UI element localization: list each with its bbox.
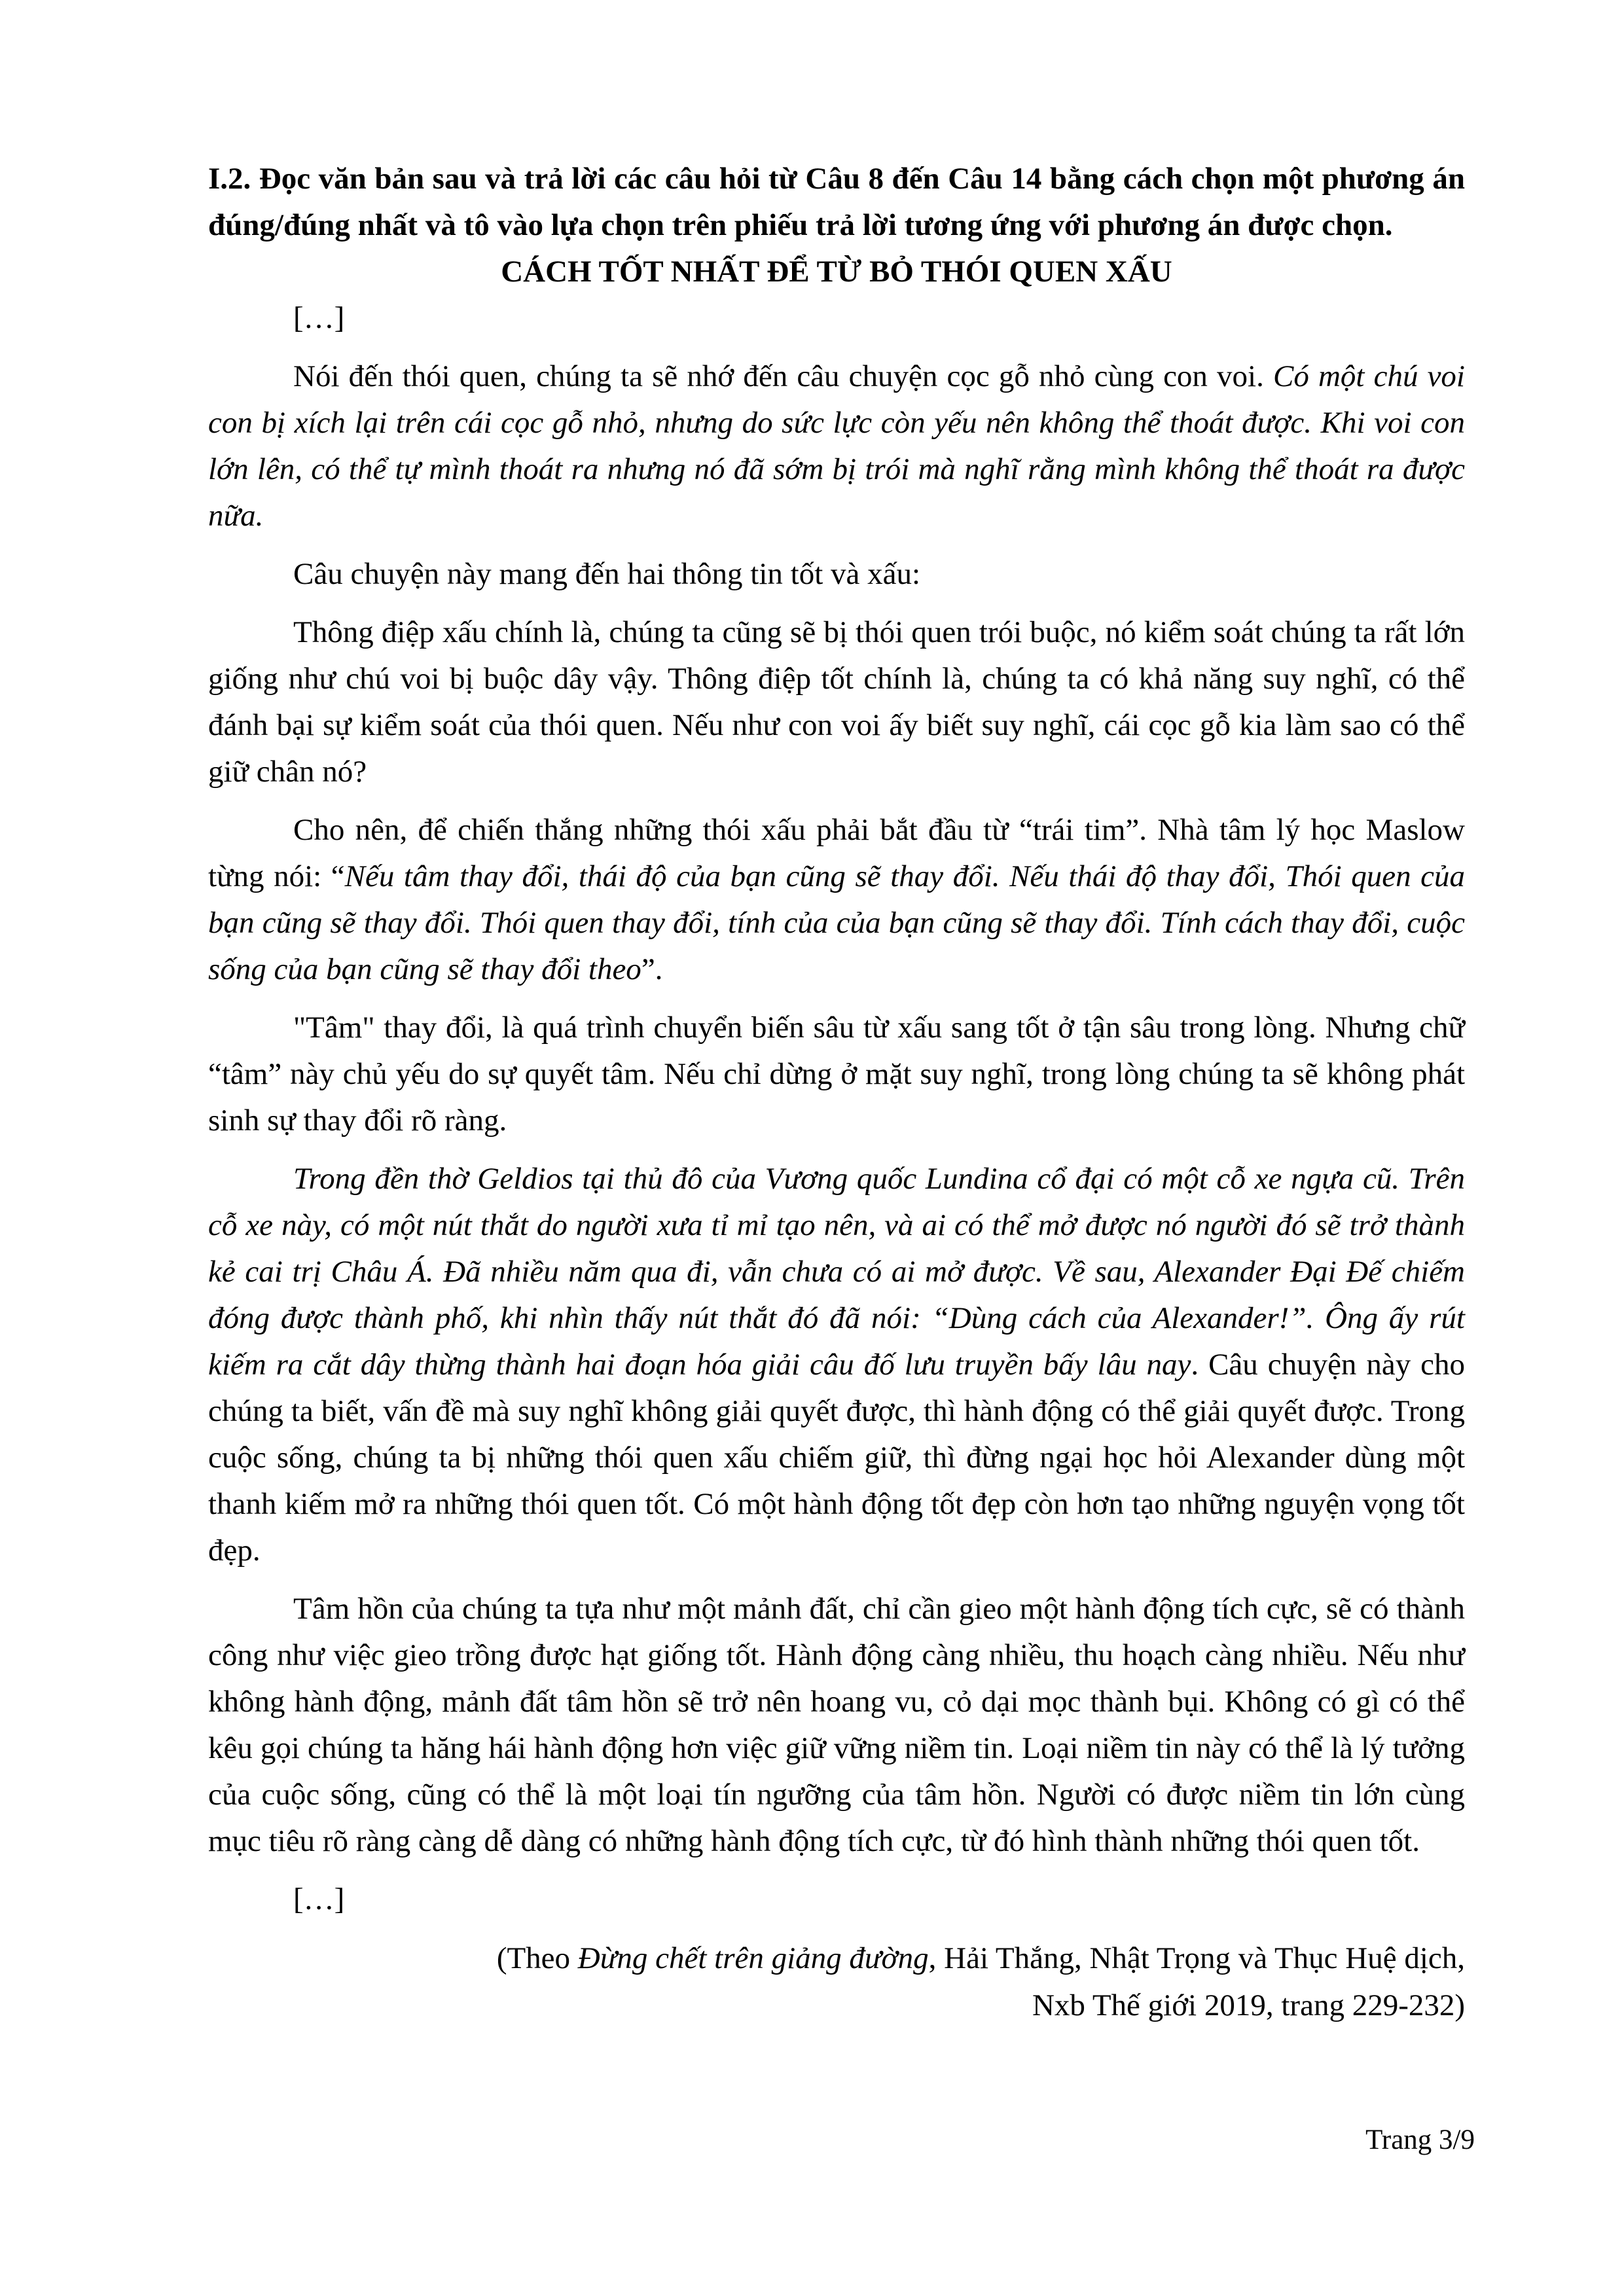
source-book-title: Đừng chết trên giảng đường (577, 1941, 929, 1975)
passage-title: CÁCH TỐT NHẤT ĐỂ TỪ BỎ THÓI QUEN XẤU (501, 255, 1172, 289)
page-number: Trang 3/9 (1365, 2125, 1475, 2155)
ellipsis-bottom: […] (293, 1882, 345, 1916)
source-citation-line-1 (208, 1935, 1465, 1982)
paragraph-7: Tâm hồn của chúng ta tựa như một mảnh đất, chỉ cần gieo một hành động tích cực, sẽ có thành công như việc gieo trồng được hạt giống tốt. Hành động càng nhiều, thu hoạch càng nhiều. Nếu như không hành động, mảnh đất tâm hồn sẽ trở nên hoang vu, cỏ dại mọc thành bụi. Không có gì có thể kêu gọi chúng ta hăng hái hành động hơn việc giữ vững niềm tin. Loại niềm tin này có thể là lý tưởng của cuộc sống, cũng có thể là một loại tín ngưỡng của tâm hồn. Người có được niềm tin lớn cùng mục tiêu rõ ràng càng dễ dàng có những hành động tích cực, từ đó hình thành những thói quen tốt. (208, 1592, 1465, 1858)
source-citation-line-2: Nxb Thế giới 2019, trang 229-232) (1032, 1988, 1465, 2022)
paragraph-4-text: Cho nên, để chiến thắng những thói xấu phải bắt đầu từ “trái tim”. Nhà tâm lý học Maslow từng nói: “ (208, 813, 1465, 893)
paragraph-4-quote: Nếu tâm thay đổi, thái độ của bạn cũng sẽ thay đổi. Nếu thái độ thay đổi, Thói quen của bạn cũng sẽ thay đổi. Thói quen thay đổi, tính của của bạn cũng sẽ thay đổi. Tính cách thay đổi, cuộc sống của bạn cũng sẽ thay đổi theo (208, 859, 1465, 986)
paragraph-3: Thông điệp xấu chính là, chúng ta cũng sẽ bị thói quen trói buộc, nó kiểm soát chúng ta rất lớn giống như chú voi bị buộc dây vậy. Thông điệp tốt chính là, chúng ta có khả năng suy nghĩ, có thể đánh bại sự kiểm soát của thói quen. Nếu như con voi ấy biết suy nghĩ, cái cọc gỗ kia làm sao có thể giữ chân nó? (208, 615, 1465, 789)
ellipsis-top: […] (293, 301, 345, 335)
paragraph-6-text: . Câu chuyện này cho chúng ta biết, vấn đề mà suy nghĩ không giải quyết được, thì hành động có thể giải quyết được. Trong cuộc sống, chúng ta bị những thói quen xấu chiếm giữ, thì đừng ngại học hỏi Alexander dùng một thanh kiếm mở ra những thói quen tốt. Có một hành động tốt đẹp còn hơn tạo những nguyện vọng tốt đẹp. (208, 1348, 1466, 1568)
paragraph-5: "Tâm" thay đổi, là quá trình chuyển biến sâu từ xấu sang tốt ở tận sâu trong lòng. Nhưng chữ “tâm” này chủ yếu do sự quyết tâm. Nếu chỉ dừng ở mặt suy nghĩ, trong lòng chúng ta sẽ không phát sinh sự thay đổi rõ ràng. (208, 1011, 1465, 1138)
document-page (208, 156, 1465, 2029)
paragraph-4-end: ”. (641, 952, 663, 986)
paragraph-6 (208, 1156, 1465, 1574)
paragraph-1 (208, 353, 1465, 539)
paragraph-4 (208, 807, 1465, 993)
paragraph-6-story: Trong đền thờ Geldios tại thủ đô của Vương quốc Lundina cổ đại có một cỗ xe ngựa cũ. Trên cỗ xe này, có một nút thắt do người xưa tỉ mỉ tạo nên, và ai có thể mở được nó người đó sẽ trở thành kẻ cai trị Châu Á. Đã nhiều năm qua đi, vẫn chưa có ai mở được. Về sau, Alexander Đại Đế chiếm đóng được thành phố, khi nhìn thấy nút thắt đó đã nói: “Dùng cách của Alexander!”. Ông ấy rút kiếm ra cắt dây thừng thành hai đoạn hóa giải câu đố lưu truyền bấy lâu nay (208, 1162, 1465, 1382)
source-prefix: (Theo (496, 1941, 578, 1975)
paragraph-2: Câu chuyện này mang đến hai thông tin tốt và xấu: (293, 557, 921, 591)
paragraph-1-text: Nói đến thói quen, chúng ta sẽ nhớ đến câu chuyện cọc gỗ nhỏ cùng con voi. (293, 359, 1273, 393)
source-suffix: , Hải Thắng, Nhật Trọng và Thục Huệ dịch, (928, 1941, 1465, 1975)
paragraph-1-italic: Có một chú voi con bị xích lại trên cái cọc gỗ nhỏ, nhưng do sức lực còn yếu nên không thể thoát được. Khi voi con lớn lên, có thể tự mình thoát ra nhưng nó đã sớm bị trói mà nghĩ rằng mình không thể thoát ra được nữa. (208, 359, 1465, 533)
question-instruction: I.2. Đọc văn bản sau và trả lời các câu hỏi từ Câu 8 đến Câu 14 bằng cách chọn một phương án đúng/đúng nhất và tô vào lựa chọn trên phiếu trả lời tương ứng với phương án được chọn. (208, 162, 1465, 242)
